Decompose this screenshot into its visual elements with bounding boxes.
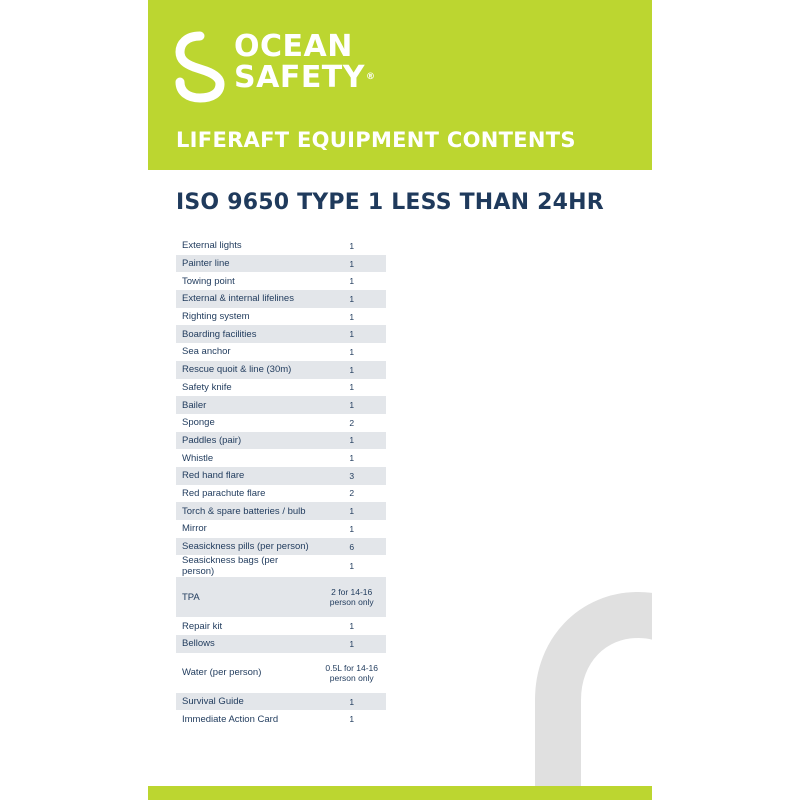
header-banner [148,0,652,170]
item-quantity: 1 [349,523,355,534]
table-row [176,308,386,326]
item-quantity: 1 [349,453,355,464]
table-row [176,237,386,255]
item-quantity: 1 [349,561,355,572]
item-name: Bailer [176,396,317,414]
brand-line-2: SAFETY® [234,60,376,95]
item-quantity: 1 [317,635,386,653]
item-name: Repair kit [182,620,223,632]
item-quantity: 1 [317,325,386,343]
item-name: Sponge [182,417,215,429]
registered-mark: ® [366,72,376,82]
item-name: Seasickness bags (per person) [182,555,279,578]
table-row [176,693,386,711]
table-row [176,432,386,450]
item-quantity: 1 [349,240,355,251]
item-quantity: 1 [317,290,386,308]
table-row [176,361,386,379]
item-quantity: 1 [349,714,355,725]
item-name: Righting system [182,311,250,323]
equipment-contents-table [176,237,386,728]
table-row [176,653,386,693]
item-name: Seasickness pills (per person) [176,538,317,556]
item-quantity: 2 for 14-16 person only [317,577,386,617]
item-quantity: 1 [349,311,355,322]
item-quantity: 6 [317,538,386,556]
table-row [176,467,386,485]
item-quantity: 1 [317,693,386,711]
table-row [176,635,386,653]
table-row [176,255,386,273]
item-name: Whistle [182,452,214,464]
table-row [176,343,386,361]
watermark-logo-icon [518,560,652,800]
item-quantity: 2 [349,417,355,428]
item-name: Torch & spare batteries / bulb [176,502,317,520]
footer-bar [148,786,652,800]
item-name: Red parachute flare [182,487,266,499]
item-quantity: 1 [317,502,386,520]
item-quantity: 2 [349,488,355,499]
ocean-safety-logo-icon [174,30,226,104]
item-name: Towing point [182,275,235,287]
item-quantity: 1 [317,396,386,414]
section-title: ISO 9650 TYPE 1 LESS THAN 24HR [176,190,604,215]
item-quantity: 1 [317,361,386,379]
item-name: Boarding facilities [176,325,317,343]
table-row [176,396,386,414]
table-row [176,617,386,635]
table-row [176,577,386,617]
table-row [176,379,386,397]
item-quantity: 1 [349,382,355,393]
table-row [176,485,386,503]
table-row [176,502,386,520]
item-name: Paddles (pair) [176,432,317,450]
item-quantity: 1 [349,276,355,287]
table-row [176,325,386,343]
item-name: Immediate Action Card [182,713,279,725]
item-quantity: 0.5L for 14-16 person only [325,662,379,683]
table-row [176,555,386,577]
item-name: Bellows [176,635,317,653]
item-quantity: 1 [317,432,386,450]
item-name: TPA [176,577,317,617]
leaflet-page [148,0,652,800]
item-name: Rescue quoit & line (30m) [176,361,317,379]
item-name: Survival Guide [176,693,317,711]
brand-line-1: OCEAN [234,29,353,64]
item-name: Safety knife [182,381,232,393]
item-quantity: 3 [317,467,386,485]
item-quantity: 1 [349,621,355,632]
table-row [176,449,386,467]
document-title: LIFERAFT EQUIPMENT CONTENTS [176,128,576,152]
table-row [176,290,386,308]
item-quantity: 1 [349,346,355,357]
item-name: Red hand flare [176,467,317,485]
table-row [176,710,386,728]
item-name: External lights [182,240,242,252]
item-name: Sea anchor [182,346,231,358]
item-name: Painter line [176,255,317,273]
table-row [176,414,386,432]
item-name: External & internal lifelines [176,290,317,308]
item-name: Mirror [182,523,207,535]
item-quantity: 1 [317,255,386,273]
table-row [176,520,386,538]
item-name: Water (per person) [182,667,262,679]
brand-name [234,31,376,93]
table-row [176,272,386,290]
table-row [176,538,386,556]
